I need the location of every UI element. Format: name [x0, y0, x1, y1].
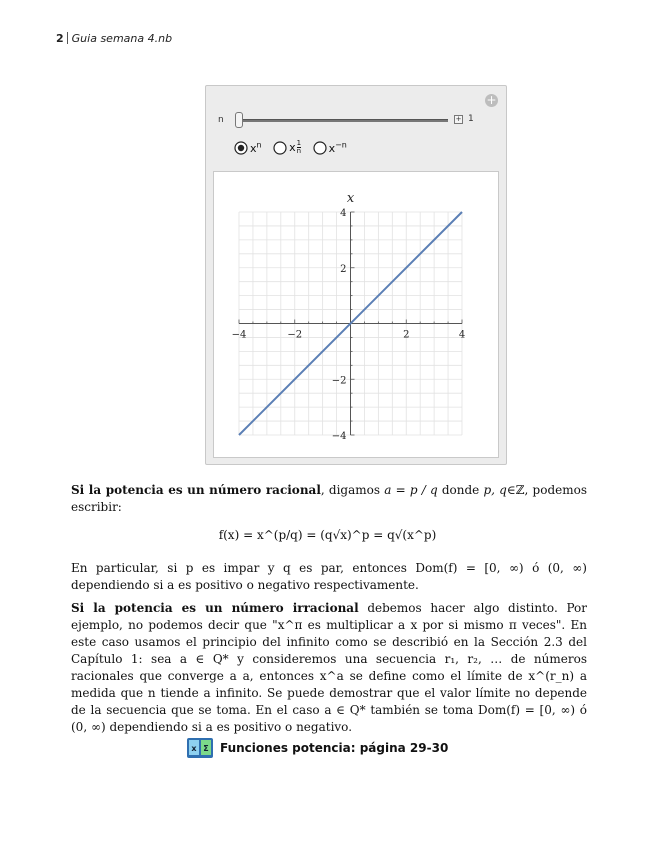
x-tick-label: 4 — [458, 329, 466, 341]
y-axis-label: x — [346, 191, 355, 206]
power-function-plot — [214, 172, 498, 457]
option-base: x — [289, 140, 296, 154]
formula-text: f(x) = x^(p/q) = (q√x)^p = q√(x^p) — [218, 528, 437, 542]
p1-text-a: , digamos — [320, 483, 385, 497]
x-tick-label: −4 — [231, 329, 247, 341]
radio-selected-icon[interactable] — [234, 141, 248, 155]
options-plus-icon[interactable]: + — [486, 93, 497, 107]
header-separator — [67, 32, 68, 44]
slider-expand-icon[interactable]: + — [455, 115, 462, 123]
page-header — [56, 32, 172, 45]
option-sup: −n — [335, 140, 347, 150]
radio-option-x-power-minus-n[interactable] — [313, 140, 347, 155]
paragraph-rational — [71, 482, 587, 516]
radio-unselected-icon[interactable] — [313, 141, 327, 155]
radio-unselected-icon[interactable] — [273, 141, 287, 155]
p1-text-b: donde — [437, 483, 484, 497]
x-tick-label: 2 — [403, 329, 410, 341]
slider-value: 1 — [468, 114, 474, 124]
book-icon — [186, 737, 214, 759]
option-base: x — [328, 141, 336, 155]
book-link-label: Funciones potencia: página 29-30 — [220, 741, 449, 755]
fraction-numerator: 1 — [296, 139, 302, 147]
radio-option-x-root-n[interactable] — [273, 140, 301, 155]
p1-pq: p, q — [483, 483, 507, 497]
paragraph-irrational — [71, 600, 587, 736]
bold-irrational: Si la potencia es un número irracional — [71, 601, 359, 615]
power-formula — [0, 528, 655, 542]
radio-option-x-power-n[interactable] — [234, 140, 262, 155]
svg-text:x: x — [191, 744, 197, 753]
slider-track[interactable] — [236, 119, 448, 122]
p1-eq: a = p / q — [384, 483, 438, 497]
y-tick-label: −2 — [331, 375, 347, 387]
book-link[interactable] — [186, 737, 448, 759]
y-tick-label: −4 — [331, 431, 347, 442]
option-fraction — [297, 140, 301, 155]
bold-rational: Si la potencia es un número racional — [71, 483, 321, 497]
fraction-denominator: n — [296, 147, 302, 155]
p3-text: debemos hacer algo distinto. Por ejemplo, no podemos decir que "x^π es multiplicar a x por si mismo π veces". En este caso usamos el principio del infinito como se describió en la Sección 2.3 del Capítulo 1: sea a ∈ Q* y consideremos una secuencia r₁, r₂, … de números racionales que converge a a, entonces x^a se define como el límite de x^(r_n) a medida que n tiende a infinito. Se puede demostrar que el valor límite no depende de la secuencia que se toma. En el caso a ∈ Q* también se toma Dom(f) = [0, ∞) ó (0, ∞) dependiendo si a es positivo o negativo. — [71, 601, 587, 734]
n-slider-row — [218, 112, 493, 128]
file-name: Guia semana 4.nb — [71, 32, 173, 45]
paragraph-particular: En particular, si p es impar y q es par, entonces Dom(f) = [0, ∞) ó (0, ∞) dependiendo si a es positivo o negativo respectivamente. — [71, 561, 587, 592]
p1-text-c: ∈ℤ, podemos escribir: — [71, 483, 587, 514]
slider-thumb[interactable] — [235, 112, 243, 128]
manipulate-panel — [205, 85, 507, 465]
y-tick-label: 2 — [340, 263, 347, 275]
x-tick-label: −2 — [287, 329, 303, 341]
option-sup: n — [256, 140, 262, 150]
svg-text:Σ: Σ — [203, 744, 209, 753]
function-type-radio-group — [234, 140, 355, 162]
page-number: 2 — [56, 32, 64, 45]
y-tick-label: 4 — [340, 208, 347, 219]
slider-label: n — [218, 115, 224, 125]
plot-pane — [213, 171, 499, 458]
option-base: x — [250, 141, 257, 155]
